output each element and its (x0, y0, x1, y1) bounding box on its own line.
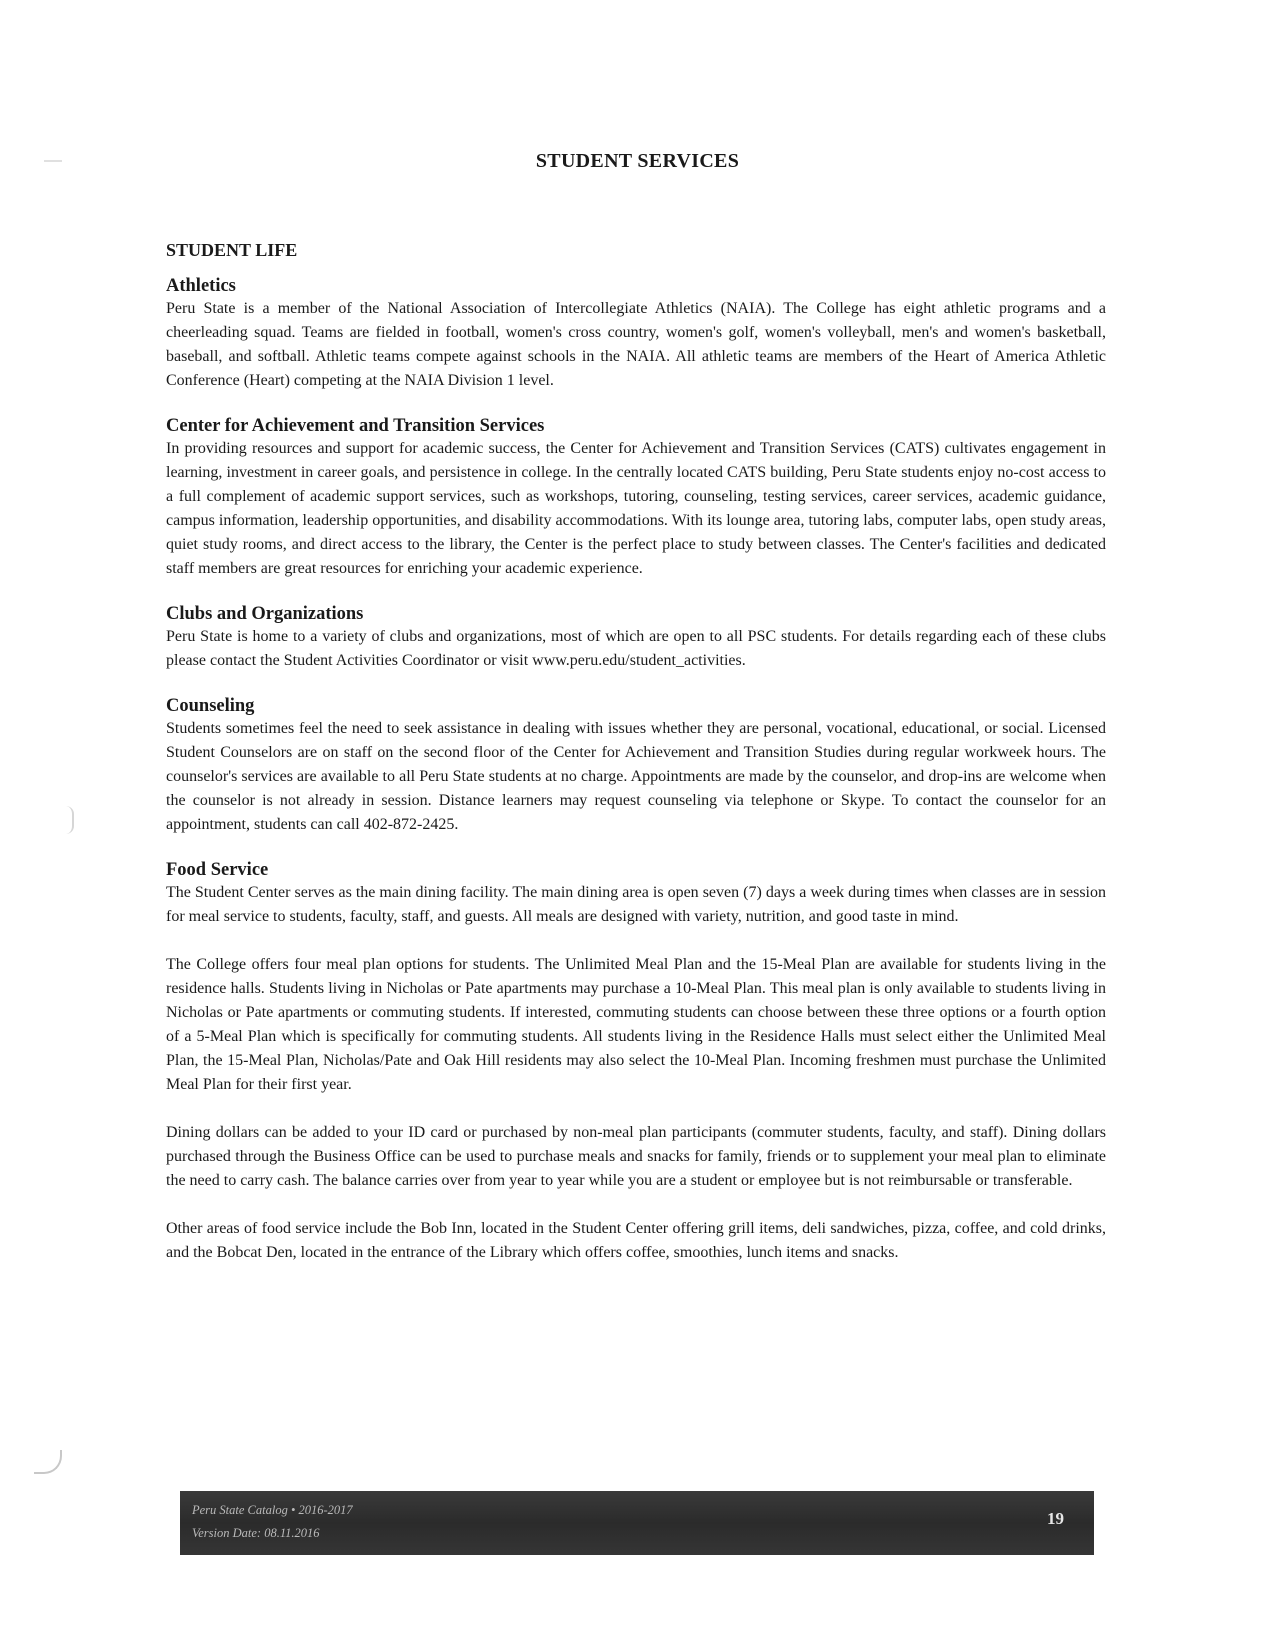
subsection-title: Food Service (166, 860, 269, 880)
page-title: STUDENT SERVICES (535, 150, 740, 172)
paragraph: Students sometimes feel the need to seek assistance in dealing with issues whether they are personal, vocational, educational, or social. Licensed Student Counselors are on staff on the second floor of the Center for Achievement and Transition Studies during regular workweek hours. The counselor's services are available to all Peru State students at no charge. Appointments are made by the counselor, and drop-ins are welcome when the counselor is not already in session. Distance learners may request counseling via telephone or Skype. To contact the counselor for an appointment, students can call 402-872-2425. (166, 720, 1106, 833)
subsection-counseling (166, 695, 1106, 837)
subsection-title: Counseling (166, 696, 255, 716)
footer-bar (180, 1491, 1094, 1555)
subsection-athletics (166, 275, 1106, 393)
paragraph: In providing resources and support for academic success, the Center for Achievement and Transition Services (CATS) cultivates engagement in learning, investment in career goals, and persistence in college. In the centrally located CATS building, Peru State students enjoy no-cost access to a full complement of academic support services, such as workshops, tutoring, counseling, testing services, career services, academic guidance, campus information, leadership opportunities, and disability accommodations. With its lounge area, tutoring labs, computer labs, open study areas, quiet study rooms, and direct access to the library, the Center is the perfect place to study between classes. The Center's facilities and dedicated staff members are great resources for enriching your academic experience. (166, 440, 1106, 577)
subsection-cats (166, 415, 1106, 581)
paragraph: Other areas of food service include the Bob Inn, located in the Student Center offering grill items, deli sandwiches, pizza, coffee, and cold drinks, and the Bobcat Den, located in the entrance of the Library which offers coffee, smoothies, lunch items and snacks. (166, 1220, 1106, 1261)
subsection-title: Athletics (166, 276, 236, 296)
scan-artifact (34, 1450, 62, 1474)
paragraph: Peru State is a member of the National Association of Intercollegiate Athletics (NAIA). The College has eight athletic programs and a cheerleading squad. Teams are fielded in football, women's cross country, women's golf, women's volleyball, men's and women's basketball, baseball, and softball. Athletic teams compete against schools in the NAIA. All athletic teams are members of the Heart of America Athletic Conference (Heart) competing at the NAIA Division 1 level. (166, 300, 1106, 389)
subsection-title: Center for Achievement and Transition Services (166, 416, 545, 436)
paragraph: Dining dollars can be added to your ID card or purchased by non-meal plan participants (commuter students, faculty, and staff). Dining dollars purchased through the Business Office can be used to purchase meals and snacks for family, friends or to supplement your meal plan to eliminate the need to carry cash. The balance carries over from year to year while you are a student or employee but is not reimbursable or transferable. (166, 1124, 1106, 1189)
scan-artifact (66, 806, 74, 834)
paragraph: The College offers four meal plan options for students. The Unlimited Meal Plan and the 15-Meal Plan are available for students living in the residence halls. Students living in Nicholas or Pate apartments may purchase a 10-Meal Plan. This meal plan is only available to students living in Nicholas or Pate apartments or commuting students. If interested, commuting students can choose between these three options or a fourth option of a 5-Meal Plan which is specifically for commuting students. All students living in the Residence Halls must select either the Unlimited Meal Plan, the 15-Meal Plan, Nicholas/Pate and Oak Hill residents may also select the 10-Meal Plan. Incoming freshmen must purchase the Unlimited Meal Plan for their first year. (166, 956, 1106, 1093)
subsection-title: Clubs and Organizations (166, 604, 364, 624)
footer-catalog-line: Peru State Catalog • 2016-2017 (192, 1503, 353, 1517)
subsection-food-service (166, 859, 1106, 1265)
paragraph: Peru State is home to a variety of clubs and organizations, most of which are open to all PSC students. For details regarding each of these clubs please contact the Student Activities Coordinator or visit www.peru.edu/student_activities. (166, 628, 1106, 669)
paragraph: The Student Center serves as the main dining facility. The main dining area is open seven (7) days a week during times when classes are in session for meal service to students, faculty, staff, and guests. All meals are designed with variety, nutrition, and good taste in mind. (166, 884, 1106, 925)
footer-version-line: Version Date: 08.11.2016 (192, 1526, 320, 1540)
section-heading: STUDENT LIFE (166, 240, 298, 260)
subsection-clubs (166, 603, 1106, 673)
page-number: 19 (1047, 1509, 1064, 1528)
main-content (166, 240, 1106, 1287)
